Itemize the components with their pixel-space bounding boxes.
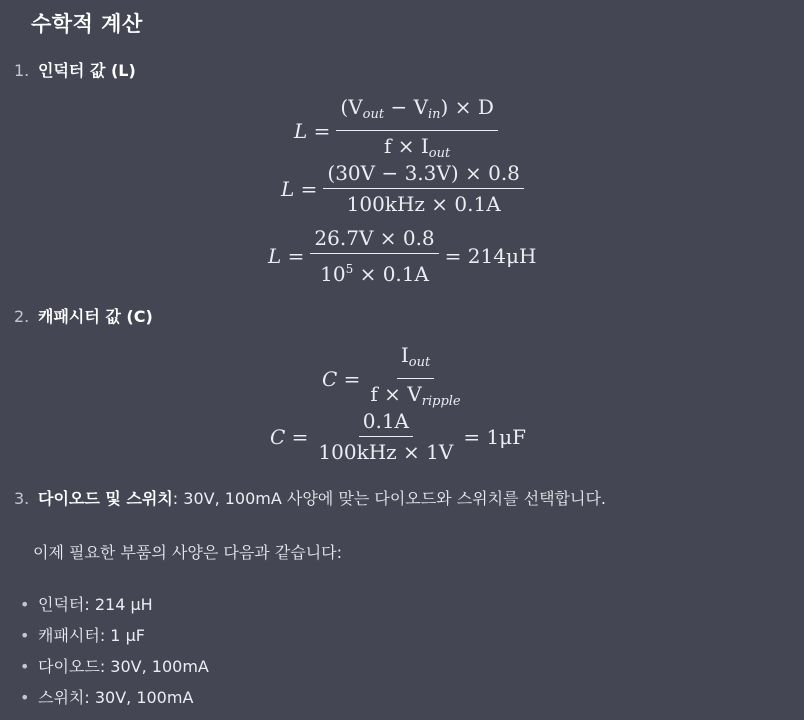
bullet-dot-icon: •: [20, 626, 30, 645]
equation-capacitor-formula: [322, 343, 471, 414]
fraction: [336, 95, 497, 166]
list-item-diode-switch: [14, 486, 606, 509]
bullet-dot-icon: •: [20, 657, 30, 676]
numerator: 0.1A: [359, 409, 413, 437]
item-title: 캐패시터 값 (C): [38, 307, 153, 326]
equation-inductor-formula: [294, 95, 504, 166]
item-description: : 30V, 100mA 사양에 맞는 다이오드와 스위치를 선택합니다.: [172, 489, 607, 508]
denominator: $10^5 \times 0.1A$: [320, 262, 429, 286]
numerator: $(V_{out} - V_{in}) \times D$: [336, 95, 497, 131]
bullet-item: • 스위치: 30V, 100mA: [20, 688, 194, 707]
bullet-item: • 인덕터: 214 μH: [20, 595, 153, 614]
numerator: (30V − 3.3V) × 0.8: [323, 161, 524, 189]
bullet-item: • 다이오드: 30V, 100mA: [20, 657, 209, 676]
list-item-inductor: [14, 58, 136, 81]
list-number: 1.: [14, 61, 30, 80]
list-item-capacitor: [14, 304, 153, 327]
eq-lhs: C =: [322, 366, 361, 391]
equation-inductor-result: [268, 226, 536, 286]
item-title: 인덕터 값 (L): [38, 61, 136, 80]
numerator: $I_{out}$: [397, 343, 434, 379]
eq-lhs: L =: [294, 118, 331, 143]
eq-rhs: = 214μH: [444, 244, 537, 268]
denominator: $f \times I_{out}$: [384, 134, 451, 161]
eq-lhs: L =: [268, 244, 305, 268]
eq-lhs: L =: [281, 176, 318, 201]
denominator: 100kHz × 0.1A: [346, 192, 501, 216]
bullet-dot-icon: •: [20, 595, 30, 614]
eq-rhs: = 1μF: [463, 424, 527, 449]
eq-lhs: C =: [270, 424, 309, 449]
list-number: 3.: [14, 489, 30, 508]
bullet-dot-icon: •: [20, 688, 30, 707]
summary-intro: 이제 필요한 부품의 사양은 다음과 같습니다:: [33, 543, 343, 562]
numerator: 26.7V × 0.8: [310, 226, 438, 254]
denominator: $f \times V_{ripple}$: [370, 382, 461, 409]
fraction: [366, 343, 464, 414]
denominator: 100kHz × 1V: [318, 440, 454, 464]
equation-capacitor-result: [270, 409, 526, 464]
list-number: 2.: [14, 307, 30, 326]
item-title: 다이오드 및 스위치: [38, 489, 173, 508]
bullet-item: • 캐패시터: 1 μF: [20, 626, 145, 645]
fraction: [314, 409, 457, 464]
equation-inductor-substituted: [281, 161, 530, 216]
section-heading: 수학적 계산: [31, 12, 143, 36]
fraction: [323, 161, 524, 216]
fraction: [310, 226, 438, 286]
